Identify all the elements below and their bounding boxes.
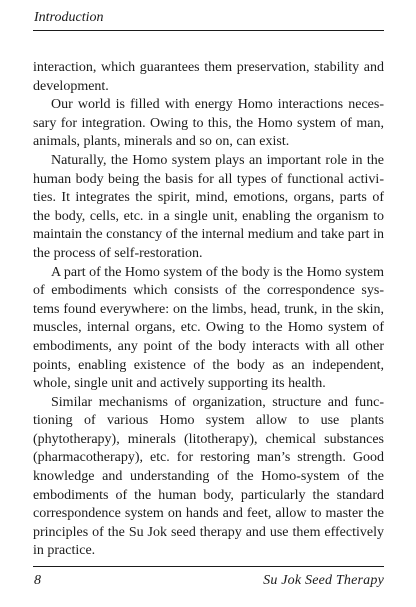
section-title: Introduction xyxy=(34,10,104,25)
paragraph: A part of the Homo system of the body is the Homo system of embodiments which consists of the correspondence systems found everywhere: on the limbs, head, trunk, in the skin, muscles, internal organs, etc. Owing to the Homo system of embodiments, any point of the body interacts with all other points, enabling existence of the body as an independent, whole, single unit and actively supporting its health. xyxy=(33,264,384,392)
paragraph-continued: interaction, which guarantees them preservation, stability and development. xyxy=(33,60,384,94)
book-title: Su Jok Seed Therapy xyxy=(263,573,384,588)
paragraph: Naturally, the Homo system plays an important role in the human body being the basis for all types of functional activities. It integrates the spirit, mind, emotions, organs, parts of the body, cells, etc. in a single unit, enabling the organism to maintain the constancy of the internal medium and take part in the process of self-restoration. xyxy=(33,152,384,261)
paragraph: Our world is filled with energy Homo interactions necessary for integration. Owing to this, the Homo system of man, animals, plants, minerals and so on, can exist. xyxy=(33,97,384,150)
paragraph: Similar mechanisms of organization, structure and functioning of various Homo system allow to use plants (phytotherapy), minerals (litotherapy), chemical substances (pharmacotherapy), etc. for restoring man’s strength. Good knowledge and understanding of the Homo-system of the embodiments of the human body, particularly the standard correspondence system on hands and feet, allow to master the principles of the Su Jok seed therapy and use them effectively in practice. xyxy=(33,394,384,559)
footer-rule xyxy=(33,566,384,567)
running-header xyxy=(33,8,384,34)
header-rule xyxy=(33,30,384,31)
page-body xyxy=(33,59,384,561)
page-number: 8 xyxy=(34,573,41,588)
running-footer xyxy=(33,566,384,596)
